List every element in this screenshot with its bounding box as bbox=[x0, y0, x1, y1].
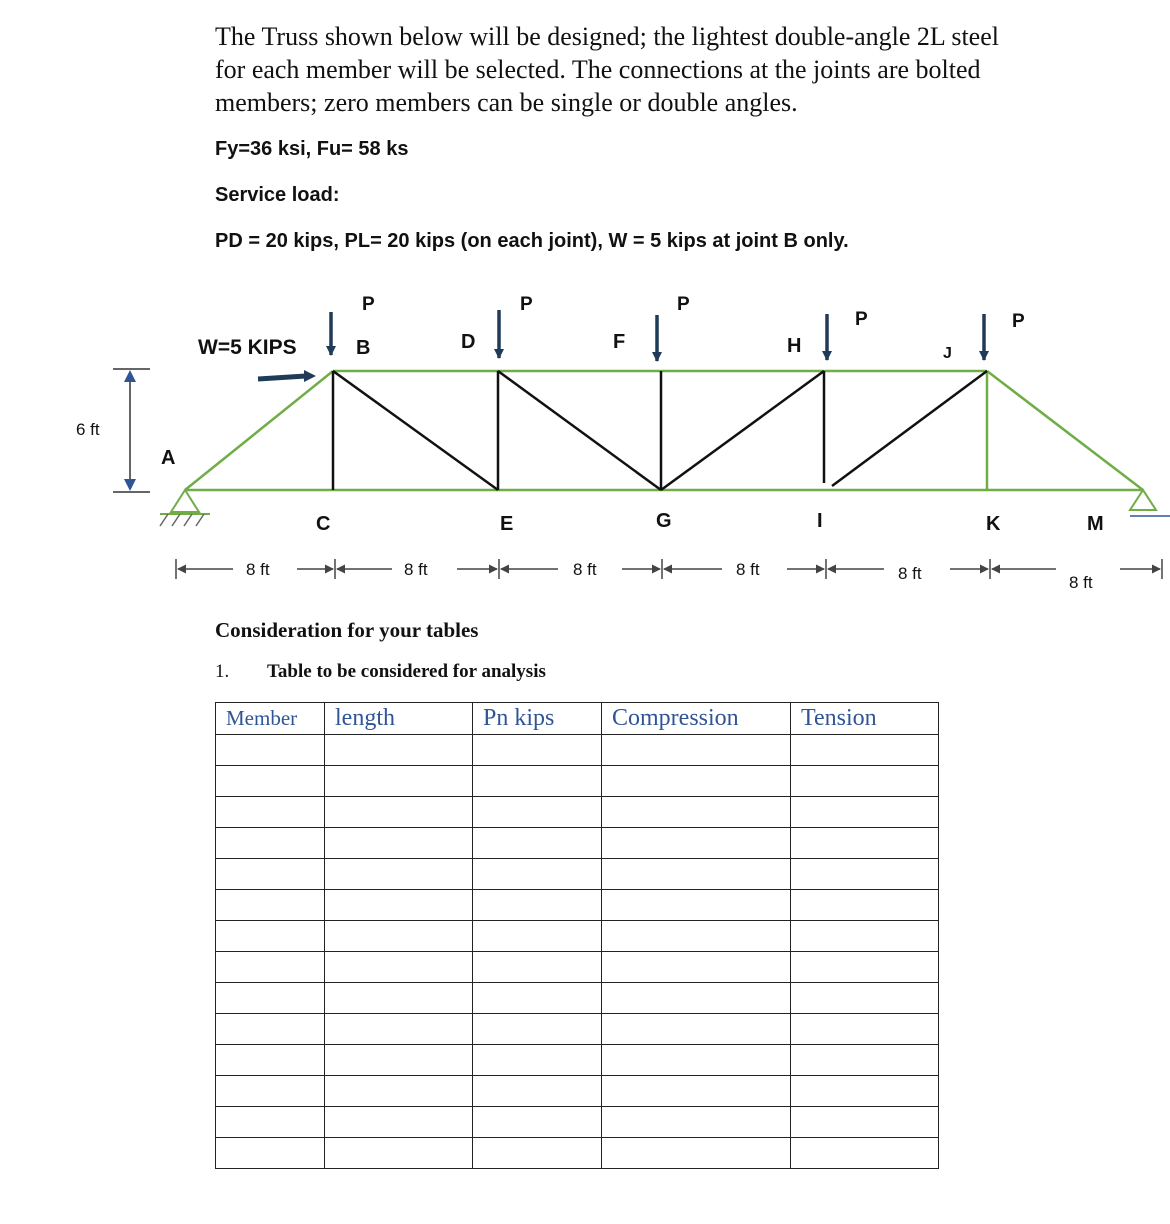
diagonal-member-dg bbox=[498, 371, 661, 490]
table-cell bbox=[473, 1076, 602, 1107]
joint-label-j: J bbox=[943, 345, 952, 362]
diagonal-member-ij bbox=[832, 371, 987, 486]
table-cell bbox=[602, 828, 791, 859]
table-cell bbox=[216, 1014, 325, 1045]
table-cell bbox=[216, 1045, 325, 1076]
table-note-text: Table to be considered for analysis bbox=[267, 661, 546, 682]
table-cell bbox=[602, 1107, 791, 1138]
table-cell bbox=[791, 921, 939, 952]
table-cell bbox=[216, 828, 325, 859]
load-label-j: P bbox=[1012, 311, 1025, 332]
joint-label-b: B bbox=[356, 337, 371, 359]
truss-chords bbox=[185, 371, 1143, 490]
diagonal-member-be bbox=[333, 371, 498, 490]
service-load-title: Service load: bbox=[215, 184, 340, 206]
table-cell bbox=[473, 735, 602, 766]
wind-load bbox=[198, 336, 316, 382]
table-cell bbox=[216, 1138, 325, 1169]
table-row bbox=[216, 1045, 939, 1076]
table-cell bbox=[602, 890, 791, 921]
table-body bbox=[216, 735, 939, 1169]
table-cell bbox=[216, 859, 325, 890]
table-cell bbox=[473, 859, 602, 890]
pin-support-icon bbox=[160, 490, 210, 526]
span-label-ce: 8 ft bbox=[404, 560, 428, 579]
table-cell bbox=[791, 1107, 939, 1138]
table-cell bbox=[602, 735, 791, 766]
table-cell bbox=[325, 890, 473, 921]
table-cell bbox=[791, 1138, 939, 1169]
span-label-ac: 8 ft bbox=[246, 560, 270, 579]
column-header-length: length bbox=[325, 703, 473, 735]
diagonal-member-gh bbox=[661, 371, 824, 490]
table-row bbox=[216, 921, 939, 952]
load-label-f: P bbox=[677, 294, 690, 315]
right-end-diagonal bbox=[987, 371, 1143, 490]
table-row bbox=[216, 1014, 939, 1045]
height-label: 6 ft bbox=[76, 420, 100, 439]
table-cell bbox=[473, 1138, 602, 1169]
table-cell bbox=[325, 1045, 473, 1076]
table-cell bbox=[325, 735, 473, 766]
joint-label-d: D bbox=[461, 331, 476, 353]
table-row bbox=[216, 1076, 939, 1107]
table-header-row bbox=[216, 703, 939, 735]
table-cell bbox=[473, 766, 602, 797]
table-cell bbox=[602, 1045, 791, 1076]
table-cell bbox=[325, 1107, 473, 1138]
table-cell bbox=[216, 797, 325, 828]
joint-label-g: G bbox=[656, 510, 672, 532]
span-label-km: 8 ft bbox=[1069, 573, 1093, 592]
table-cell bbox=[602, 797, 791, 828]
table-cell bbox=[473, 1045, 602, 1076]
table-cell bbox=[602, 766, 791, 797]
table-cell bbox=[791, 952, 939, 983]
table-cell bbox=[791, 766, 939, 797]
load-label-h: P bbox=[855, 309, 868, 330]
left-end-diagonal bbox=[185, 371, 333, 490]
column-header-member: Member bbox=[216, 703, 325, 735]
table-cell bbox=[791, 890, 939, 921]
table-row bbox=[216, 828, 939, 859]
table-cell bbox=[473, 921, 602, 952]
table-cell bbox=[216, 983, 325, 1014]
table-cell bbox=[791, 735, 939, 766]
roller-support-icon bbox=[1130, 490, 1170, 516]
table-row bbox=[216, 735, 939, 766]
table-cell bbox=[325, 797, 473, 828]
table-row bbox=[216, 1138, 939, 1169]
joint-label-c: C bbox=[316, 513, 331, 535]
table-cell bbox=[791, 859, 939, 890]
joint-label-k: K bbox=[986, 513, 1001, 535]
table-cell bbox=[602, 1138, 791, 1169]
column-header-pn: Pn kips bbox=[473, 703, 602, 735]
load-description: PD = 20 kips, PL= 20 kips (on each joint), W = 5 kips at joint B only. bbox=[215, 230, 849, 252]
table-cell bbox=[473, 1107, 602, 1138]
table-row bbox=[216, 983, 939, 1014]
table-cell bbox=[791, 1045, 939, 1076]
table-row bbox=[216, 952, 939, 983]
table-row bbox=[216, 797, 939, 828]
table-cell bbox=[602, 921, 791, 952]
table-row bbox=[216, 890, 939, 921]
material-properties: Fy=36 ksi, Fu= 58 ks bbox=[215, 138, 409, 160]
intro-paragraph: The Truss shown below will be designed; the lightest double-angle 2L steel for each member will be selected. The connections at the joints are bolted members; zero members can be single or double angles. bbox=[215, 22, 999, 117]
analysis-table bbox=[215, 702, 939, 1169]
consideration-title: Consideration for your tables bbox=[215, 618, 479, 642]
table-cell bbox=[325, 1138, 473, 1169]
table-row bbox=[216, 766, 939, 797]
table-cell bbox=[325, 766, 473, 797]
table-cell bbox=[473, 797, 602, 828]
table-cell bbox=[325, 983, 473, 1014]
span-label-gi: 8 ft bbox=[736, 560, 760, 579]
table-row bbox=[216, 1107, 939, 1138]
table-cell bbox=[216, 766, 325, 797]
joint-label-i: I bbox=[817, 510, 823, 532]
joint-label-m: M bbox=[1087, 513, 1104, 535]
table-cell bbox=[325, 1014, 473, 1045]
table-cell bbox=[791, 1014, 939, 1045]
table-cell bbox=[602, 983, 791, 1014]
joint-label-a: A bbox=[161, 447, 176, 469]
load-label-b: P bbox=[362, 294, 375, 315]
column-header-compression: Compression bbox=[602, 703, 791, 735]
table-cell bbox=[473, 952, 602, 983]
table-cell bbox=[602, 1014, 791, 1045]
span-label-ik: 8 ft bbox=[898, 564, 922, 583]
table-cell bbox=[325, 859, 473, 890]
table-cell bbox=[325, 952, 473, 983]
table-cell bbox=[216, 952, 325, 983]
table-cell bbox=[602, 859, 791, 890]
height-dimension bbox=[76, 369, 150, 492]
span-dimensions bbox=[176, 559, 1162, 579]
table-cell bbox=[216, 921, 325, 952]
table-cell bbox=[473, 890, 602, 921]
joint-label-e: E bbox=[500, 513, 514, 535]
table-cell bbox=[473, 983, 602, 1014]
table-note bbox=[215, 661, 546, 683]
table-cell bbox=[325, 1076, 473, 1107]
table-cell bbox=[216, 735, 325, 766]
table-cell bbox=[602, 1076, 791, 1107]
table-cell bbox=[473, 828, 602, 859]
table-cell bbox=[791, 797, 939, 828]
truss-diagram bbox=[0, 280, 1170, 610]
load-label-d: P bbox=[520, 294, 533, 315]
table-cell bbox=[791, 828, 939, 859]
joint-label-h: H bbox=[787, 335, 802, 357]
span-label-eg: 8 ft bbox=[573, 560, 597, 579]
table-cell bbox=[216, 1107, 325, 1138]
table-cell bbox=[791, 983, 939, 1014]
table-cell bbox=[325, 828, 473, 859]
table-cell bbox=[602, 952, 791, 983]
table-note-number: 1. bbox=[215, 661, 230, 682]
truss-webs bbox=[333, 371, 987, 490]
table-cell bbox=[216, 1076, 325, 1107]
table-cell bbox=[216, 890, 325, 921]
table-cell bbox=[325, 921, 473, 952]
table-cell bbox=[473, 1014, 602, 1045]
gravity-loads bbox=[331, 310, 984, 361]
joint-label-f: F bbox=[613, 331, 626, 353]
column-header-tension: Tension bbox=[791, 703, 939, 735]
wind-load-label: W=5 KIPS bbox=[198, 336, 297, 359]
table-row bbox=[216, 859, 939, 890]
table-cell bbox=[791, 1076, 939, 1107]
